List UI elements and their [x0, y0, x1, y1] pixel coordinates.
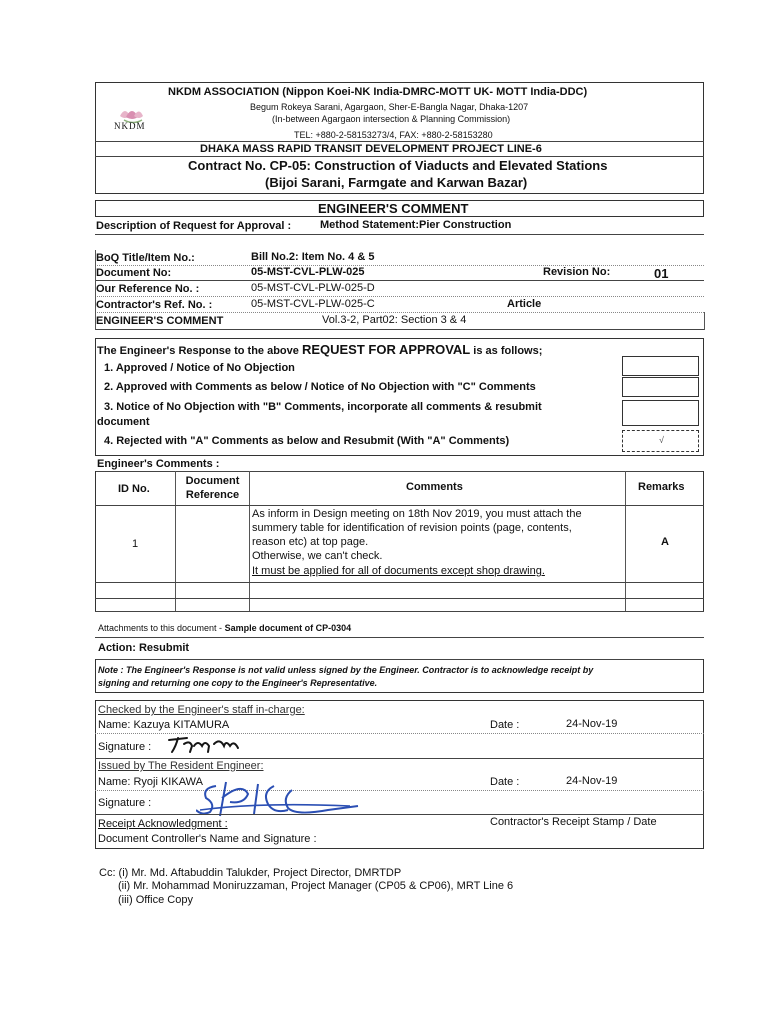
issued-name-label: Name: — [98, 776, 131, 788]
row-remark: A — [661, 536, 669, 548]
checked-name-value: Kazuya KITAMURA — [133, 719, 230, 731]
boq-label: BoQ Title/Item No.: — [96, 252, 195, 264]
response-intro — [97, 342, 542, 357]
project-title: DHAKA MASS RAPID TRANSIT DEVELOPMENT PROJECT LINE-6 — [200, 143, 542, 155]
option-2: 2. Approved with Comments as below / Notice of No Objection with "C" Comments — [104, 381, 536, 393]
divider — [95, 329, 704, 330]
comment-line-1: As inform in Design meeting on 18th Nov 2019, you must attach the — [252, 508, 582, 520]
response-intro-post: is as follows; — [470, 345, 543, 357]
signature-kitamura — [164, 734, 256, 756]
divider — [95, 296, 704, 297]
contract-title: Contract No. CP-05: Construction of Viaducts and Elevated Stations — [188, 158, 608, 173]
option-2-checkbox[interactable] — [622, 377, 699, 397]
comment-line-3: reason etc) at top page. — [252, 536, 369, 548]
our-reference-label: Our Reference No. : — [96, 283, 200, 295]
checkmark-icon: √ — [659, 435, 664, 445]
option-1-checkbox[interactable] — [622, 356, 699, 376]
column-header-reference-2: Reference — [185, 489, 240, 501]
attachments-label: Attachments to this document - — [98, 623, 225, 633]
divider — [95, 637, 704, 638]
option-4: 4. Rejected with "A" Comments as below and Resubmit (With "A" Comments) — [104, 435, 510, 447]
divider — [95, 250, 96, 330]
table-column-divider — [625, 471, 626, 611]
engineer-comment-label: ENGINEER'S COMMENT — [96, 315, 224, 327]
divider — [95, 265, 704, 266]
comment-line-4: Otherwise, we can't check. — [252, 550, 383, 562]
document-number-label: Document No: — [96, 267, 172, 279]
divider — [95, 814, 704, 815]
contractor-ref-label: Contractor's Ref. No. : — [96, 299, 213, 311]
revision-label: Revision No: — [543, 266, 611, 278]
attachments — [98, 623, 351, 633]
note-line-2: signing and returning one copy to the Engineer's Representative. — [98, 678, 378, 688]
table-column-divider — [249, 471, 250, 611]
column-header-id: ID No. — [118, 483, 150, 495]
table-bottom-border — [95, 611, 704, 612]
table-row-divider — [95, 582, 704, 583]
request-value: Method Statement:Pier Construction — [320, 219, 512, 231]
divider — [95, 234, 704, 235]
option-4-checkbox[interactable] — [622, 430, 699, 452]
logo-text: NKDM — [114, 121, 146, 131]
note-line-1: Note : The Engineer's Response is not valid unless signed by the Engineer. Contractor is to acknowledge receipt by — [98, 665, 594, 675]
association-title: NKDM ASSOCIATION (Nippon Koei-NK India-DMRC-MOTT UK- MOTT India-DDC) — [168, 86, 588, 98]
cc-line-1: Cc: (i) Mr. Md. Aftabuddin Talukder, Project Director, DMRTDP — [99, 867, 402, 879]
row-id: 1 — [132, 538, 139, 550]
article-label: Article — [507, 298, 542, 310]
receipt-stamp-label: Contractor's Receipt Stamp / Date — [490, 816, 657, 828]
issued-title: Issued by The Resident Engineer: — [98, 760, 264, 772]
column-header-comments: Comments — [406, 481, 463, 493]
document-number-value: 05-MST-CVL-PLW-025 — [251, 266, 365, 278]
table-row-divider — [95, 598, 704, 599]
option-3-checkbox[interactable] — [622, 400, 699, 426]
divider — [95, 280, 704, 281]
receipt-title: Receipt Acknowledgment : — [98, 818, 228, 830]
divider — [95, 312, 704, 313]
contract-location: (Bijoi Sarani, Farmgate and Karwan Bazar) — [265, 175, 528, 190]
checked-name-label: Name: — [98, 719, 131, 731]
boq-value: Bill No.2: Item No. 4 & 5 — [251, 251, 375, 263]
checked-title: Checked by the Engineer's staff in-charge: — [98, 704, 305, 716]
issued-signature-label: Signature : — [98, 797, 152, 809]
action-value: Resubmit — [138, 642, 190, 654]
comment-line-2: summery table for identification of revision points (page, contents, — [252, 522, 572, 534]
action-label: Action: — [98, 642, 136, 654]
section-title: ENGINEER'S COMMENT — [318, 201, 469, 216]
revision-value: 01 — [654, 266, 669, 281]
checked-date-label: Date : — [490, 719, 520, 731]
comments-heading: Engineer's Comments : — [97, 458, 220, 470]
issued-name-value: Ryoji KIKAWA — [133, 776, 203, 788]
action — [98, 642, 189, 654]
option-1: 1. Approved / Notice of No Objection — [104, 362, 295, 374]
checked-signature-label: Signature : — [98, 741, 152, 753]
divider — [95, 758, 704, 759]
checked-date-value: 24-Nov-19 — [566, 718, 618, 730]
address-line-1: Begum Rokeya Sarani, Agargaon, Sher-E-Bangla Nagar, Dhaka-1207 — [250, 102, 529, 112]
response-intro-pre: The Engineer's Response to the above — [97, 345, 302, 357]
our-reference-value: 05-MST-CVL-PLW-025-D — [251, 282, 375, 294]
document-controller-label: Document Controller's Name and Signature : — [98, 833, 317, 845]
issued-name — [98, 776, 203, 788]
response-intro-strong: REQUEST FOR APPROVAL — [301, 342, 471, 357]
nkdm-logo — [108, 102, 158, 134]
contractor-ref-value: 05-MST-CVL-PLW-025-C — [251, 298, 375, 310]
divider — [704, 312, 705, 330]
cc-line-2: (ii) Mr. Mohammad Moniruzzaman, Project Manager (CP05 & CP06), MRT Line 6 — [118, 880, 514, 892]
divider — [95, 141, 704, 142]
divider — [95, 790, 704, 791]
checked-name — [98, 719, 229, 731]
cc-line-3: (iii) Office Copy — [118, 894, 193, 906]
tel-fax: TEL: +880-2-58153273/4, FAX: +880-2-58153280 — [294, 130, 493, 140]
request-label: Description of Request for Approval : — [96, 220, 292, 232]
column-header-remarks: Remarks — [638, 481, 685, 493]
issued-date-value: 24-Nov-19 — [566, 775, 618, 787]
divider — [95, 156, 704, 157]
table-header-divider — [95, 505, 704, 506]
column-header-reference-1: Document — [185, 475, 240, 487]
attachments-value: Sample document of CP-0304 — [224, 623, 352, 633]
option-3-continued: document — [97, 416, 150, 428]
note-frame — [95, 659, 704, 693]
address-line-2: (In-between Agargaon intersection & Planning Commission) — [272, 114, 511, 124]
option-3: 3. Notice of No Objection with "B" Comments, incorporate all comments & resubmit — [104, 401, 542, 413]
engineer-comment-value: Vol.3-2, Part02: Section 3 & 4 — [322, 314, 467, 326]
comment-line-5: It must be applied for all of documents except shop drawing. — [252, 565, 545, 577]
issued-date-label: Date : — [490, 776, 520, 788]
